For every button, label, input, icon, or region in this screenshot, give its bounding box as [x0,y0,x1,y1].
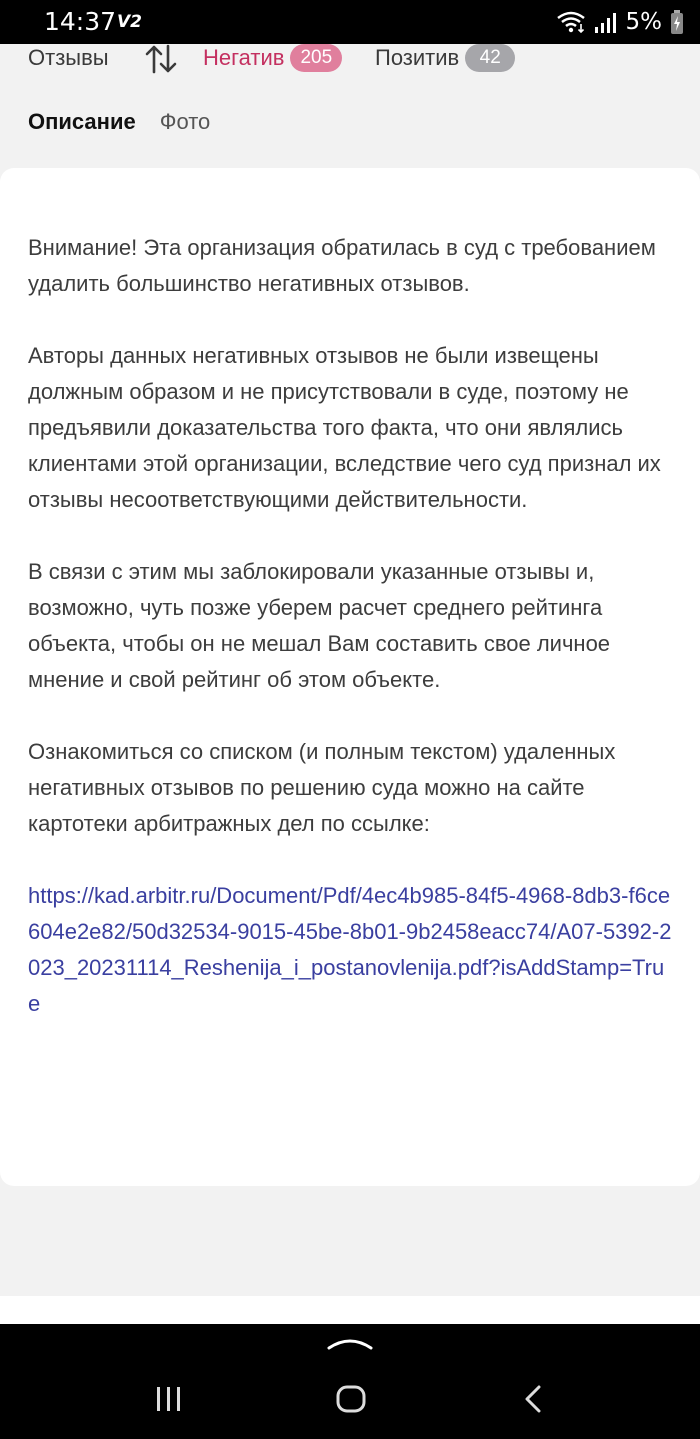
notice-card [0,168,700,1186]
positive-count-badge: 42 [465,44,515,72]
home-icon[interactable] [335,1384,367,1414]
back-icon[interactable] [520,1384,546,1414]
swipe-up-handle-icon[interactable] [326,1334,374,1352]
tab-photo[interactable]: Фото [159,109,211,134]
notice-paragraph: В связи с этим мы заблокировали указанные отзывы и, возможно, чуть позже уберем расчет среднего рейтинга объекта, чтобы он не мешал Вам составить свое личное мнение и свой рейтинг об этом объекте. [28,559,611,692]
sort-arrows-icon[interactable] [145,44,177,74]
status-time: 14:37 [44,7,117,36]
content-tabs [28,108,210,136]
status-bar [0,0,700,44]
notice-content [28,230,674,1022]
negative-label: Негатив [203,45,285,70]
notice-paragraph: Ознакомиться со списком (и полным текстом) удаленных негативных отзывов по решению суда можно на сайте картотеки арбитражных дел по ссылке: [28,739,616,836]
negative-filter[interactable] [203,44,342,72]
notice-paragraph: Авторы данных негативных отзывов не были извещены должным образом и не присутствовали в суде, поэтому не предъявили доказательства того факта, что они являлись клиентами этой организации, вследствие чего суд признал их отзывы несоответствующими действительности. [28,343,661,512]
positive-filter[interactable] [375,44,515,72]
signal-icon [594,11,618,33]
next-section-edge [0,1296,700,1324]
notice-paragraph: Внимание! Эта организация обратилась в суд с требованием удалить большинство негативных отзывов. [28,235,656,296]
positive-label: Позитив [375,45,460,70]
battery-low-charging-icon [670,10,684,34]
tab-description[interactable]: Описание [28,109,136,134]
system-nav-bar [0,1324,700,1439]
reviews-tab[interactable]: Отзывы [28,45,109,70]
review-filter-row [0,44,700,84]
negative-count-badge: 205 [290,44,342,72]
status-icons [556,8,685,36]
wifi-icon [556,11,586,33]
carrier-badge: V2 [117,12,142,32]
court-document-link[interactable]: https://kad.arbitr.ru/Document/Pdf/4ec4b985-84f5-4968-8db3-f6ce604e2e82/50d32534-9015-45be-8b01-9b2458eacc74/A07-5392-2023_20231114_Reshenija_i_postanovlenija.pdf?isAddStamp=True [28,883,672,1016]
recent-apps-icon[interactable] [154,1384,184,1414]
battery-percent: 5% [625,9,662,35]
